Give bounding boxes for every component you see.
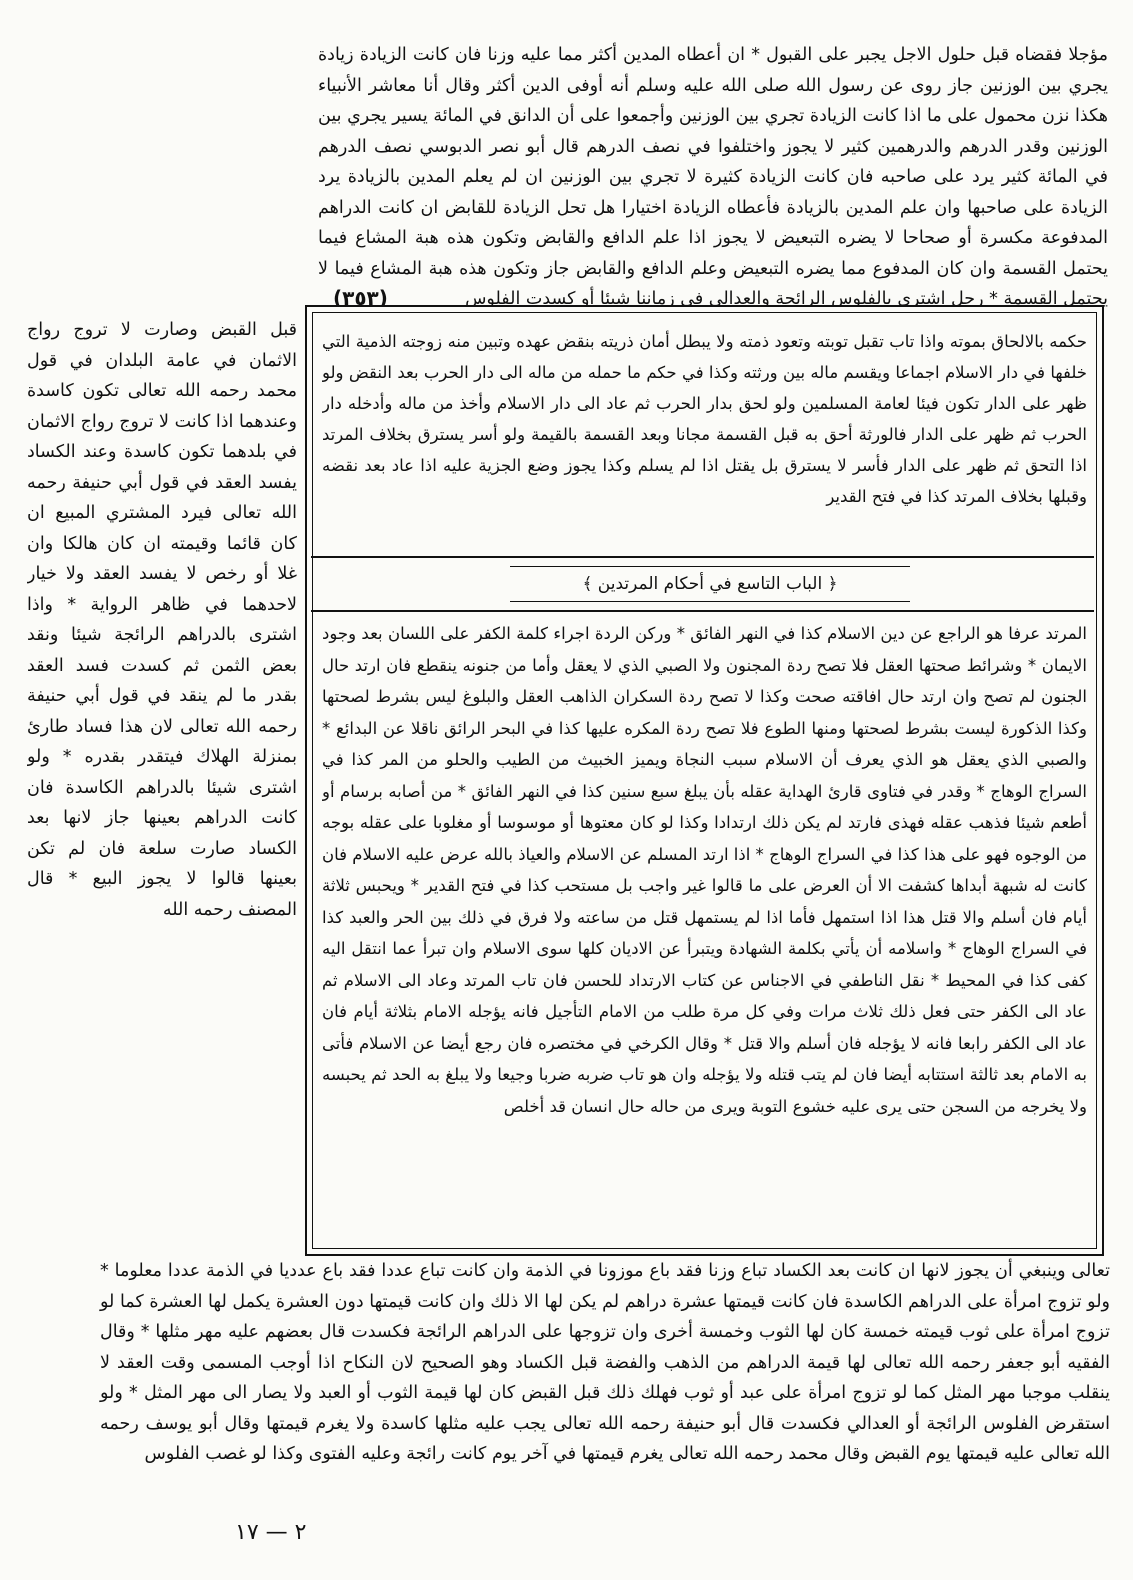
frame-body-paragraph: المرتد عرفا هو الراجع عن دين الاسلام كذا في النهر الفائق * وركن الردة اجراء كلمة الكفر على اللسان بعد وجود الايمان * وشرائط صحتها العقل فلا تصح ردة المجنون ولا الصبي الذي لا يعقل وأما من جنونه ينقطع فان ارتد حال الجنون لم تصح وان ارتد حال افاقته صحت وكذا لا تصح ردة السكران الذاهب العقل والبلوغ ليس بشرط لصحتها وكذا الذكورة ليست بشرط لصحتها ومنها الطوع فلا تصح ردة المكره عليها كذا في البحر الرائق ناقلا عن البدائع * والصبي الذي يعقل هو الذي يعرف أن الاسلام سبب النجاة ويميز الخبيث من الطيب والحلو من المر كذا في السراج الوهاج * وقدر في فتاوى قارئ الهداية عقله بأن يبلغ سبع سنين كذا في النهر الفائق * من أصابه برسام أو أطعم شيئا فذهب عقله فهذى فارتد لم يكن ذلك ارتدادا وكذا لو كان معتوها أو موسوسا أو مغلوبا على عقله بوجه من الوجوه فهو على هذا كذا في السراج الوهاج * اذا ارتد المسلم عن الاسلام والعياذ بالله عرض عليه الاسلام فان كانت له شبهة أبداها كشفت الا أن العرض على ما قالوا غير واجب بل مستحب كذا في فتح القدير * ويحبس ثلاثة أيام فان أسلم والا قتل هذا اذا استمهل فأما اذا لم يستمهل قتل من ساعته ولا فرق في ذلك بين الحر والعبد كذا في السراج الوهاج * واسلامه أن يأتي بكلمة الشهادة ويتبرأ عن الاديان كلها سوى الاسلام وان تبرأ عما انتقل اليه كفى كذا في المحيط * نقل الناطفي في الاجناس عن كتاب الارتداد للحسن فان تاب المرتد وعاد الى الاسلام ثم عاد الى الكفر حتى فعل ذلك ثلاث مرات وفي كل مرة طلب من الامام التأجيل فانه يؤجله الامام بثلاثة أيام فان عاد الى الكفر رابعا فانه لا يؤجله فان أسلم والا قتل * وقال الكرخي في مختصره فان رجع أيضا عن الاسلام فأتى به الامام بعد ثالثة استتابه أيضا فان لم يتب قتله ولا يؤجله وان هو تاب ضربه ضربا وجيعا ولا يبلغ به الحد ثم يحبسه ولا يخرجه من السجن حتى يرى عليه خشوع التوبة ويرى من حاله حال انسان قد أخلص: [322, 624, 1087, 1116]
top-margin-paragraph: مؤجلا فقضاه قبل حلول الاجل يجبر على القبول * ان أعطاه المدين أكثر مما عليه وزنا فان كانت الزيادة زيادة يجري بين الوزنين جاز روى عن رسول الله صلى الله عليه وسلم أنه أوفى الدين أكثر وقال أنا معاشر الأنبياء هكذا نزن محمول على ما اذا كانت الزيادة تجري بين الوزنين وأجمعوا على أن الدانق في المائة يسير يجري بين الوزنين وقدر الدرهم والدرهمين كثير لا يجوز واختلفوا في نصف الدرهم قال أبو نصر الدبوسي نصف الدرهم في المائة كثير يرد على صاحبه فان كانت الزيادة كثيرة لا تجري بين الوزنين ان لم يعلم المدين بالزيادة يرد الزيادة على صاحبها وان علم المدين بالزيادة فأعطاه الزيادة اختيارا هل تحل الزيادة للقابض ان كانت الدراهم المدفوعة مكسرة أو صحاحا لا يضره التبعيض لا يجوز اذا علم الدافع والقابض وتكون هذه هبة المشاع فيما يحتمل القسمة وان كان المدفوع مما يضره التبعيض وعلم الدافع والقابض جاز وتكون هذه هبة المشاع فيما لا يحتمل القسمة * رجل اشترى بالفلوس الرائجة والعدالي في زماننا شيئا أو كسدت الفلوس: [318, 45, 1108, 309]
bottom-margin-text: [100, 1256, 1110, 1506]
frame-top-text: [322, 326, 1087, 550]
frame-body-text: [322, 618, 1087, 1245]
top-margin-text: [318, 40, 1108, 310]
side-column-paragraph: قبل القبض وصارت لا تروج رواج الاثمان في عامة البلدان في قول محمد رحمه الله تعالى تكون كاسدة وعندهما اذا كانت لا تروج رواج الاثمان في بلدهما تكون كاسدة وعند الكساد يفسد العقد في قول أبي حنيفة رحمه الله تعالى فيرد المشتري المبيع ان كان قائما وقيمته ان كان هالكا وان غلا أو رخص لا يفسد العقد ولا خيار لاحدهما في ظاهر الرواية * واذا اشترى بالدراهم الرائجة شيئا ونقد بعض الثمن ثم كسدت فسد العقد بقدر ما لم ينقد في قول أبي حنيفة رحمه الله تعالى لان هذا فساد طارئ بمنزلة الهلاك فيتقدر بقدره * ولو اشترى شيئا بالدراهم الكاسدة فان كانت الدراهم بعينها جاز لانها بعد الكساد صارت سلعة فان لم تكن بعينها قالوا لا يجوز البيع * قال المصنف رحمه الله: [27, 320, 297, 920]
side-column-text: [27, 315, 297, 1245]
bottom-margin-paragraph: تعالى وينبغي أن يجوز لانها ان كانت بعد الكساد تباع وزنا فقد باع موزونا في الذمة وان كانت تباع عددا فقد باع عدديا في الذمة عددا معلوما * ولو تزوج امرأة على الدراهم الكاسدة فان كانت قيمتها عشرة دراهم لم يكن لها الا ذلك وان كانت قيمتها دون العشرة يكمل لها العشرة كما لو تزوج امرأة على ثوب قيمته خمسة كان لها الثوب وخمسة أخرى وان تزوجها على الدراهم الرائجة فكسدت قال بعضهم عليه مهر مثلها * وقال الفقيه أبو جعفر رحمه الله تعالى لها قيمة الدراهم من الذهب والفضة قبل الكساد وهو الصحيح لان النكاح اذا أوجب المسمى وقت العقد لا ينقلب موجبا مهر المثل كما لو تزوج امرأة على عبد أو ثوب فهلك ذلك قبل القبض كان لها قيمة الثوب أو العبد ولا يصار الى مهر المثل * ولو استقرض الفلوس الرائجة أو العدالي فكسدت قال أبو حنيفة رحمه الله تعالى يجب عليه مثلها كاسدة ولا يغرم قيمتها وقال أبو يوسف رحمه الله تعالى عليه قيمتها يوم القبض وقال محمد رحمه الله تعالى يغرم قيمتها في آخر يوم كانت رائجة وعليه الفتوى وكذا لو غصب الفلوس: [100, 1261, 1110, 1464]
frame-top-paragraph: حكمه بالالحاق بموته واذا تاب تقبل توبته وتعود ذمته ولا يبطل أمان ذريته بنقض عهده وتبين منه زوجته الذمية التي خلفها في دار الاسلام اجماعا ويقسم ماله بين ورثته وكذا في حكم ما حمله من ماله الى دار الحرب بعد النقض ولو ظهر على الدار تكون فيئا لعامة المسلمين ولو لحق بدار الحرب ثم عاد الى دار الاسلام وأخذ من ماله وأدخله دار الحرب ثم ظهر على الدار فالورثة أحق به قبل القسمة مجانا وبعد القسمة بالقيمة ولو أسر يسترق بخلاف المرتد اذا التحق ثم ظهر على الدار فأسر لا يسترق بل يقتل اذا لم يسلم وكذا يجوز وضع الجزية عليه اذا عاد بعد نقضه وقبلها بخلاف المرتد كذا في فتح القدير: [322, 332, 1087, 506]
page-number-top: (٣٥٣): [333, 286, 388, 310]
chapter-heading: ﴿ الباب التاسع في أحكام المرتدين ﴾: [510, 566, 910, 602]
page-number-bottom: ٢ — ١٧: [235, 1520, 307, 1545]
